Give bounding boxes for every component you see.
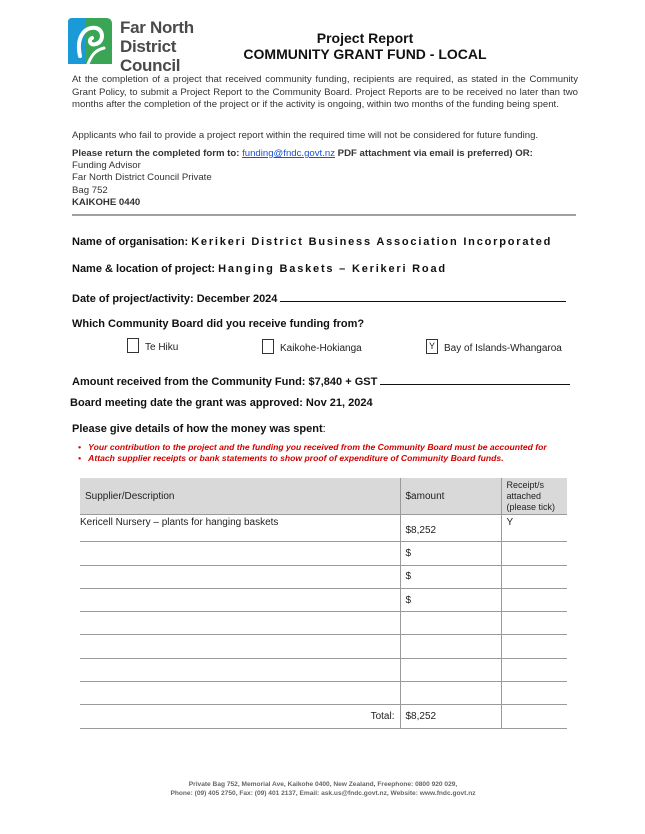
receipt-cell[interactable]: Y: [501, 515, 567, 542]
receipt-cell[interactable]: [501, 682, 567, 705]
receipt-cell[interactable]: [501, 658, 567, 681]
return-suffix: PDF attachment via email is preferred) OR:: [335, 148, 533, 159]
supplier-cell[interactable]: [80, 588, 400, 611]
amount-fill-line[interactable]: [380, 373, 570, 385]
amount-cell[interactable]: [400, 682, 501, 705]
board-option-bay-of-islands[interactable]: [426, 338, 562, 356]
amount-cell[interactable]: $8,252: [400, 515, 501, 542]
organisation-label: Name of organisation:: [72, 236, 192, 248]
date-fill-line[interactable]: [280, 290, 566, 302]
board-option-label: Kaikohe-Hokianga: [280, 343, 362, 354]
meeting-date-label: Board meeting date the grant was approved: Nov 21, 2024: [70, 397, 373, 409]
amount-cell[interactable]: [400, 658, 501, 681]
council-logo-icon: [66, 16, 114, 66]
table-row: [80, 635, 567, 658]
board-question: Which Community Board did you receive funding from?: [72, 318, 365, 330]
receipt-cell[interactable]: [501, 542, 567, 565]
table-row: [80, 682, 567, 705]
logo-line1: Far North: [120, 18, 194, 37]
table-row: [80, 515, 567, 542]
expenditure-table: [80, 478, 567, 729]
amount-row: [72, 373, 570, 388]
return-prefix: Please return the completed form to:: [72, 148, 243, 159]
total-receipt-cell: [501, 705, 567, 728]
board-checkbox[interactable]: Y: [426, 339, 438, 354]
logo-line2: District Council: [120, 37, 181, 75]
organisation-row: [72, 236, 552, 248]
table-row: [80, 542, 567, 565]
address-line: Bag 752: [72, 184, 108, 196]
supplier-cell[interactable]: [80, 635, 400, 658]
header-receipt: Receipt/s attached (please tick): [501, 478, 567, 515]
bullet-text: Your contribution to the project and the funding you received from the Community Board must be accounted for: [88, 442, 547, 452]
bullet-item: • Your contribution to the project and the funding you received from the Community Board must be accounted for: [78, 442, 547, 452]
date-label: Date of project/activity: December 2024: [72, 293, 278, 305]
receipt-cell[interactable]: [501, 588, 567, 611]
table-row: [80, 565, 567, 588]
return-instructions: [72, 148, 582, 160]
amount-label: Amount received from the Community Fund: $7,840 + GST: [72, 376, 378, 388]
page-footer: [80, 780, 566, 798]
details-label: Please give details of how the money was spent: [72, 423, 323, 435]
table-row: [80, 658, 567, 681]
board-option-label: Bay of Islands-Whangaroa: [444, 343, 562, 354]
total-label: Total:: [80, 705, 400, 728]
project-row: [72, 263, 447, 275]
board-checkbox[interactable]: [127, 338, 139, 353]
receipt-cell[interactable]: [501, 635, 567, 658]
table-header-row: [80, 478, 567, 515]
project-label: Name & location of project:: [72, 263, 219, 275]
table-row: [80, 588, 567, 611]
table-row: [80, 612, 567, 635]
address-line-city: KAIKOHE 0440: [72, 196, 141, 208]
board-option-te-hiku[interactable]: [127, 337, 178, 355]
details-colon: :: [322, 423, 326, 435]
title-line1: Project Report: [316, 30, 414, 46]
board-checkbox[interactable]: [262, 339, 274, 354]
section-divider: [72, 214, 576, 216]
supplier-cell[interactable]: Kericell Nursery – plants for hanging baskets: [80, 515, 400, 542]
address-line: Far North District Council Private: [72, 172, 212, 184]
funding-email-link[interactable]: funding@fndc.govt.nz: [242, 148, 336, 159]
amount-cell[interactable]: $: [400, 588, 501, 611]
amount-cell[interactable]: [400, 635, 501, 658]
supplier-cell[interactable]: [80, 565, 400, 588]
receipt-cell[interactable]: [501, 612, 567, 635]
amount-cell[interactable]: $: [400, 565, 501, 588]
title-line2: COMMUNITY GRANT FUND - LOCAL: [243, 46, 487, 62]
bullet-item: • Attach supplier receipts or bank statements to show proof of expenditure of Community Board funds.: [78, 453, 504, 463]
date-row: [72, 290, 566, 305]
receipt-cell[interactable]: [501, 565, 567, 588]
footer-line1: Private Bag 752, Memorial Ave, Kaikohe 0400, New Zealand, Freephone: 0800 920 029,: [188, 781, 458, 788]
details-heading: [72, 423, 326, 435]
supplier-cell[interactable]: [80, 682, 400, 705]
amount-cell[interactable]: [400, 612, 501, 635]
total-amount[interactable]: $8,252: [400, 705, 501, 728]
header-supplier: Supplier/Description: [80, 478, 400, 515]
postal-address: [72, 160, 212, 209]
footer-line2: Phone: (09) 405 2750, Fax: (09) 401 2137, Email: ask.us@fndc.govt.nz, Website: www.fndc.govt.nz: [170, 790, 476, 797]
board-option-label: Te Hiku: [145, 342, 179, 353]
intro-paragraph: At the completion of a project that received community funding, recipients are required, as stated in the Community Grant Policy, to submit a Project Report to the Community Board. Project Reports are to be received no later than two months after the completion of the project or if the activity is ongoing, within two months of the funding being spent.: [72, 74, 578, 110]
council-logo: [66, 16, 226, 75]
warning-paragraph: Applicants who fail to provide a project report within the required time will not be considered for future funding.: [72, 130, 539, 141]
amount-cell[interactable]: $: [400, 542, 501, 565]
table-total-row: [80, 705, 567, 728]
address-line: Funding Advisor: [72, 160, 141, 171]
supplier-cell[interactable]: [80, 542, 400, 565]
page-title: [240, 30, 490, 62]
supplier-cell[interactable]: [80, 612, 400, 635]
bullet-text: Attach supplier receipts or bank statements to show proof of expenditure of Community Board funds.: [88, 453, 504, 463]
organisation-value[interactable]: Kerikeri District Business Association Incorporated: [191, 236, 553, 248]
supplier-cell[interactable]: [80, 658, 400, 681]
header-amount: $amount: [400, 478, 501, 515]
project-value[interactable]: Hanging Baskets – Kerikeri Road: [218, 263, 447, 275]
board-option-kaikohe-hokianga[interactable]: [262, 338, 362, 356]
